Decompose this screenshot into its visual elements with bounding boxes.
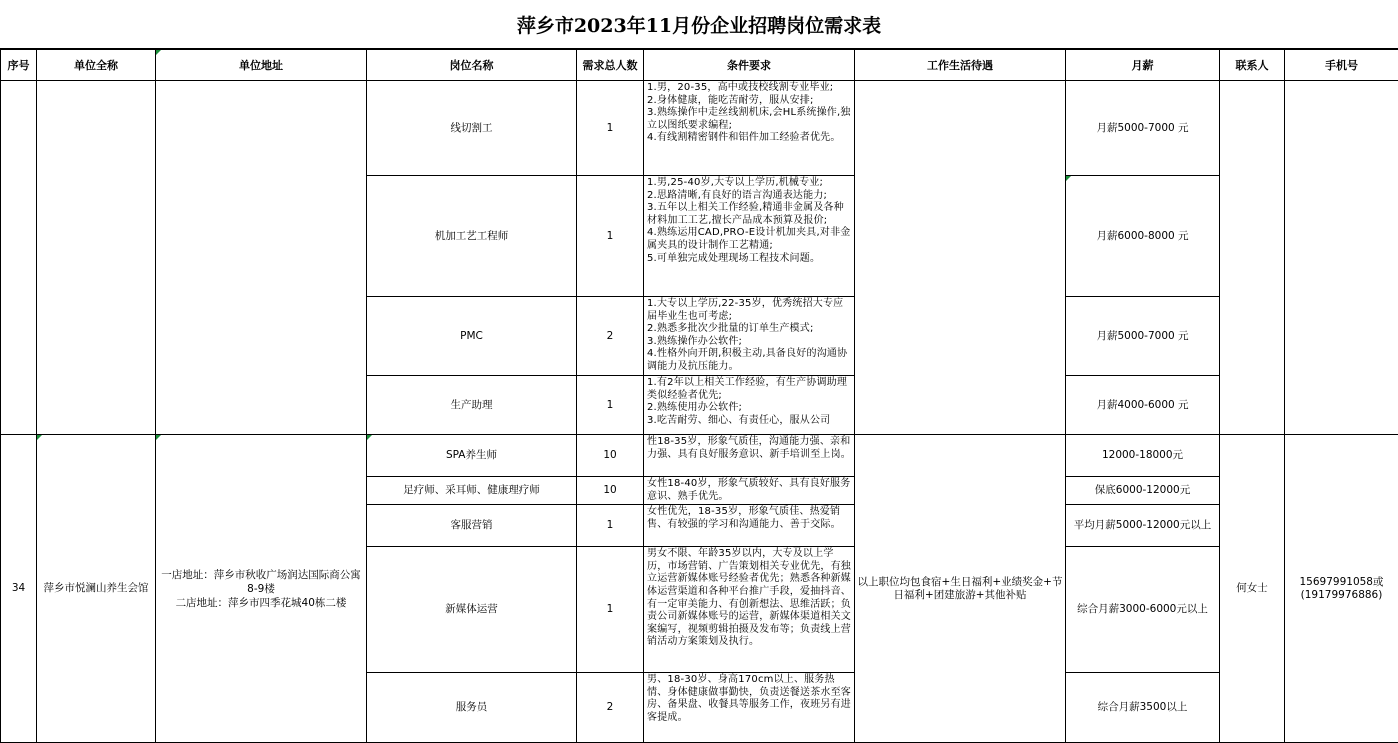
requirement-line: 男女不限、年龄35岁以内，大专及以上学历，市场营销、广告策划相关专业优先，有独立运营新媒体账号经验者优先；熟悉各种新媒体运营渠道和各种平台推广手段，爱抽抖音、有一定审美能力、有创新想法、思维活跃；负责公司新媒体账号的运营，新媒体渠道相关文案编写，视频剪辑拍摄及发布等；负责线上营销活动方案策划及执行。 xyxy=(647,548,851,648)
requirement-line: 1.有2年以上相关工作经验，有生产协调助理类似经验者优先; xyxy=(647,377,848,401)
requirement-line: 1.男，20-35，高中或技校线割专业毕业; xyxy=(647,82,834,93)
requirement-line: 5.可单独完成处理现场工程技术问题。 xyxy=(647,252,821,264)
header-requirements: 条件要求 xyxy=(644,50,855,81)
position-cell: 客服营销 xyxy=(367,505,577,547)
address-line-2: 二店地址：萍乡市四季花城40栋二楼 xyxy=(175,596,347,609)
address-line-1: 一店地址：萍乡市秋收广场润达国际商公寓8-9楼 xyxy=(161,568,361,595)
address-cell xyxy=(156,81,367,435)
count-cell: 2 xyxy=(577,297,644,376)
header-row xyxy=(1,50,1398,81)
salary-cell: 月薪5000-7000 元 xyxy=(1066,297,1220,376)
requirement-line: 3.熟练操作办公软件; xyxy=(647,335,743,347)
count-cell: 1 xyxy=(577,376,644,435)
requirement-line: 女性18-40岁，形象气质较好、具有良好服务意识、熟手优先。 xyxy=(647,478,851,502)
salary-cell: 月薪6000-8000 元 xyxy=(1066,176,1220,297)
position-cell: PMC xyxy=(367,297,577,376)
contact-cell xyxy=(1220,81,1285,435)
header-contact: 联系人 xyxy=(1220,50,1285,81)
count-cell: 10 xyxy=(577,477,644,505)
header-phone: 手机号 xyxy=(1285,50,1398,81)
requirement-line: 4.性格外向开朗,积极主动,具备良好的沟通协调能力及抗压能力。 xyxy=(647,348,848,372)
requirement-line: 3.五年以上相关工作经验,精通非金属及各种材料加工工艺,擅长产品成本预算及报价; xyxy=(647,202,844,226)
contact-cell: 何女士 xyxy=(1220,435,1285,743)
position-cell: 足疗师、采耳师、健康理疗师 xyxy=(367,477,577,505)
salary-cell: 月薪5000-7000 元 xyxy=(1066,81,1220,176)
requirement-line: 3.吃苦耐劳、细心、有责任心，服从公司 xyxy=(647,414,831,426)
header-benefits: 工作生活待遇 xyxy=(855,50,1066,81)
header-count: 需求总人数 xyxy=(577,50,644,81)
position-cell: 线切割工 xyxy=(367,81,577,176)
requirements-cell xyxy=(644,176,855,297)
requirements-cell xyxy=(644,673,855,743)
salary-cell: 月薪4000-6000 元 xyxy=(1066,376,1220,435)
address-cell xyxy=(156,435,367,743)
header-company: 单位全称 xyxy=(37,50,156,81)
position-cell: 机加工艺工程师 xyxy=(367,176,577,297)
job-table xyxy=(0,49,1398,743)
count-cell: 1 xyxy=(577,81,644,176)
requirements-cell xyxy=(644,505,855,547)
requirements-cell xyxy=(644,547,855,673)
index-cell: 34 xyxy=(1,435,37,743)
requirements-cell xyxy=(644,435,855,477)
count-cell: 1 xyxy=(577,176,644,297)
header-index: 序号 xyxy=(1,50,37,81)
requirement-line: 性18-35岁，形象气质佳，沟通能力强、亲和力强、具有良好服务意识、新手培训至上岗。 xyxy=(647,436,851,460)
phone-cell: 15697991058或(19179976886) xyxy=(1285,435,1398,743)
requirement-line: 4.熟练运用CAD,PRO-E设计机加夹具,对非金属夹具的设计制作工艺精通; xyxy=(647,227,851,251)
company-cell: 萍乡市悦澜山养生会馆 xyxy=(37,435,156,743)
requirement-line: 男、18-30岁、身高170cm以上、服务热情、身体健康做事勤快，负责送餐送茶水至客房、备果盘、收餐具等服务工作，夜班另有进客提成。 xyxy=(647,674,851,723)
requirement-line: 2.身体健康，能吃苦耐劳，服从安排; xyxy=(647,94,814,106)
requirement-line: 2.思路清晰,有良好的语言沟通表达能力; xyxy=(647,189,828,201)
salary-cell: 综合月薪3500以上 xyxy=(1066,673,1220,743)
requirements-cell xyxy=(644,297,855,376)
position-cell: 新媒体运营 xyxy=(367,547,577,673)
salary-cell: 保底6000-12000元 xyxy=(1066,477,1220,505)
position-cell: 服务员 xyxy=(367,673,577,743)
benefits-cell xyxy=(855,81,1066,435)
sheet-title: 萍乡市2023年11月份企业招聘岗位需求表 xyxy=(0,0,1398,49)
position-cell: 生产助理 xyxy=(367,376,577,435)
requirement-line: 2.熟悉多批次少批量的订单生产模式; xyxy=(647,323,814,335)
count-cell: 1 xyxy=(577,547,644,673)
salary-cell: 平均月薪5000-12000元以上 xyxy=(1066,505,1220,547)
header-address: 单位地址 xyxy=(156,50,367,81)
benefits-cell: 以上职位均包食宿+生日福利+业绩奖金+节日福利+团建旅游+其他补贴 xyxy=(855,435,1066,743)
header-salary: 月薪 xyxy=(1066,50,1220,81)
table-row xyxy=(1,435,1398,477)
requirement-line: 2.熟练使用办公软件; xyxy=(647,402,743,414)
count-cell: 2 xyxy=(577,673,644,743)
requirement-line: 女性优先，18-35岁，形象气质佳、热爱销售、有较强的学习和沟通能力、善于交际。 xyxy=(647,506,841,530)
position-cell: SPA养生师 xyxy=(367,435,577,477)
count-cell: 1 xyxy=(577,505,644,547)
requirement-line: 1.男,25-40岁,大专以上学历,机械专业; xyxy=(647,177,824,188)
salary-cell: 综合月薪3000-6000元以上 xyxy=(1066,547,1220,673)
requirements-cell xyxy=(644,81,855,176)
salary-cell: 12000-18000元 xyxy=(1066,435,1220,477)
requirement-line: 3.熟练操作中走丝线割机床,会HL系统操作,独立以图纸要求编程; xyxy=(647,107,851,131)
index-cell xyxy=(1,81,37,435)
company-cell xyxy=(37,81,156,435)
requirement-line: 4.有线割精密钢件和铝件加工经验者优先。 xyxy=(647,132,841,144)
header-position: 岗位名称 xyxy=(367,50,577,81)
requirement-line: 1.大专以上学历,22-35岁，优秀统招大专应届毕业生也可考虑; xyxy=(647,298,844,322)
count-cell: 10 xyxy=(577,435,644,477)
table-row xyxy=(1,81,1398,176)
requirements-cell xyxy=(644,477,855,505)
requirements-cell xyxy=(644,376,855,435)
phone-cell xyxy=(1285,81,1398,435)
